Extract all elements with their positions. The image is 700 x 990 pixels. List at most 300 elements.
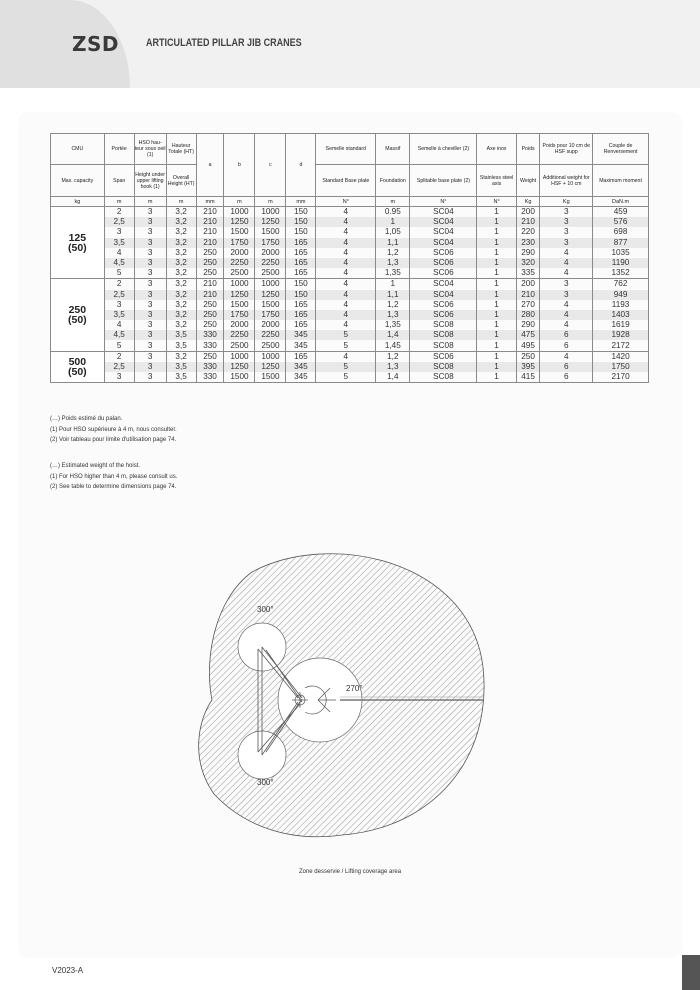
table-cell: 3,2 bbox=[166, 238, 196, 248]
table-cell: 1500 bbox=[224, 227, 255, 237]
table-cell: 4 bbox=[316, 279, 376, 290]
table-cell: SC04 bbox=[410, 207, 477, 218]
table-cell: 1750 bbox=[224, 238, 255, 248]
table-cell: 230 bbox=[516, 238, 540, 248]
table-cell: 3 bbox=[134, 290, 166, 300]
table-cell: 200 bbox=[516, 279, 540, 290]
angle-label-top: 300° bbox=[257, 605, 274, 614]
table-cell: SC08 bbox=[410, 320, 477, 330]
table-cell: 2500 bbox=[224, 340, 255, 351]
table-cell: 4 bbox=[316, 258, 376, 268]
table-row bbox=[51, 372, 649, 383]
table-cell: SC08 bbox=[410, 340, 477, 351]
table-cell: 345 bbox=[286, 362, 316, 372]
table-cell: 1250 bbox=[224, 290, 255, 300]
table-cell: 210 bbox=[516, 217, 540, 227]
table-cell: 1 bbox=[477, 362, 516, 372]
table-cell: 2172 bbox=[593, 340, 649, 351]
header-span-fr: Portée bbox=[104, 134, 134, 165]
header-couple-fr: Couple de Renversement bbox=[593, 134, 649, 165]
table-cell: 270 bbox=[516, 300, 540, 310]
unit-cell: kg bbox=[51, 197, 105, 207]
table-cell: 3 bbox=[134, 330, 166, 340]
table-cell: 1352 bbox=[593, 268, 649, 279]
table-row bbox=[51, 238, 649, 248]
table-body bbox=[51, 207, 649, 383]
table-cell: 200 bbox=[516, 207, 540, 218]
unit-cell: N° bbox=[316, 197, 376, 207]
unit-cell: Kg bbox=[516, 197, 540, 207]
table-cell: 3 bbox=[104, 300, 134, 310]
table-cell: 3 bbox=[540, 290, 593, 300]
header-d: d bbox=[286, 134, 316, 197]
table-row bbox=[51, 217, 649, 227]
table-cell: 4 bbox=[316, 351, 376, 362]
table-cell: 165 bbox=[286, 248, 316, 258]
table-cell: 495 bbox=[516, 340, 540, 351]
header-cmu-fr: CMU bbox=[51, 134, 105, 165]
header-c: c bbox=[255, 134, 286, 197]
header-hso-fr: HSO hau-teur sous oeil (1) bbox=[134, 134, 166, 165]
table-cell: 2 bbox=[104, 279, 134, 290]
unit-cell: m bbox=[376, 197, 410, 207]
table-cell: 5 bbox=[316, 372, 376, 383]
table-row bbox=[51, 227, 649, 237]
table-cell: 165 bbox=[286, 351, 316, 362]
table-cell: 3,2 bbox=[166, 310, 196, 320]
table-cell: 4 bbox=[104, 320, 134, 330]
table-cell: 1000 bbox=[255, 207, 286, 218]
table-cell: 210 bbox=[196, 279, 224, 290]
unit-cell: N° bbox=[410, 197, 477, 207]
note-line: (…) Poids estimé du palan. bbox=[50, 416, 123, 422]
table-cell: 3,5 bbox=[166, 362, 196, 372]
table-cell: 2250 bbox=[224, 330, 255, 340]
table-cell: 290 bbox=[516, 320, 540, 330]
table-cell: 6 bbox=[540, 340, 593, 351]
table-cell: 165 bbox=[286, 320, 316, 330]
table-cell: 330 bbox=[196, 340, 224, 351]
table-cell: 150 bbox=[286, 279, 316, 290]
table-cell: 6 bbox=[540, 330, 593, 340]
brand-logo: ZSD bbox=[72, 32, 120, 56]
table-cell: 1 bbox=[477, 279, 516, 290]
table-cell: 1500 bbox=[255, 372, 286, 383]
table-cell: 1 bbox=[477, 227, 516, 237]
table-cell: 4 bbox=[540, 268, 593, 279]
table-cell: 1000 bbox=[224, 351, 255, 362]
table-cell: 3 bbox=[104, 227, 134, 237]
table-cell: 1403 bbox=[593, 310, 649, 320]
notes-english bbox=[50, 461, 177, 493]
table-cell: 220 bbox=[516, 227, 540, 237]
table-cell: 165 bbox=[286, 238, 316, 248]
table-row bbox=[51, 268, 649, 279]
table-cell: 2500 bbox=[255, 268, 286, 279]
table-cell: 1500 bbox=[224, 372, 255, 383]
table-cell: 877 bbox=[593, 238, 649, 248]
table-cell: SC08 bbox=[410, 372, 477, 383]
table-cell: 0.95 bbox=[376, 207, 410, 218]
table-row bbox=[51, 258, 649, 268]
table-cell: 165 bbox=[286, 310, 316, 320]
table-cell: 1250 bbox=[224, 362, 255, 372]
table-cell: 4 bbox=[316, 290, 376, 300]
table-row bbox=[51, 340, 649, 351]
table-cell: 1500 bbox=[255, 300, 286, 310]
specification-table bbox=[50, 133, 649, 383]
table-cell: 1 bbox=[477, 290, 516, 300]
table-row bbox=[51, 207, 649, 218]
table-row bbox=[51, 279, 649, 290]
table-cell: 459 bbox=[593, 207, 649, 218]
table-cell: 3,2 bbox=[166, 279, 196, 290]
table-row bbox=[51, 362, 649, 372]
table-cell: 3 bbox=[134, 362, 166, 372]
table-cell: 3,2 bbox=[166, 290, 196, 300]
unit-cell: m bbox=[224, 197, 255, 207]
table-cell: 1928 bbox=[593, 330, 649, 340]
page-title: ARTICULATED PILLAR JIB CRANES bbox=[146, 37, 302, 49]
table-cell: 4 bbox=[316, 268, 376, 279]
table-cell: 250 bbox=[196, 268, 224, 279]
unit-cell: m bbox=[166, 197, 196, 207]
table-cell: SC06 bbox=[410, 310, 477, 320]
table-cell: 2250 bbox=[255, 330, 286, 340]
table-cell: 6 bbox=[540, 372, 593, 383]
table-cell: 762 bbox=[593, 279, 649, 290]
table-cell: SC06 bbox=[410, 248, 477, 258]
table-cell: 1250 bbox=[224, 217, 255, 227]
header-span-en: Span bbox=[104, 165, 134, 197]
table-cell: 4 bbox=[540, 351, 593, 362]
header-hso-en: Height under upper lifting hook (1) bbox=[134, 165, 166, 197]
table-cell: 3 bbox=[134, 300, 166, 310]
table-cell: 3,5 bbox=[166, 372, 196, 383]
table-cell: SC04 bbox=[410, 279, 477, 290]
table-cell: 2000 bbox=[255, 320, 286, 330]
table-cell: 345 bbox=[286, 340, 316, 351]
unit-cell: DaN.m bbox=[593, 197, 649, 207]
table-cell: 4 bbox=[316, 207, 376, 218]
table-cell: 3 bbox=[134, 248, 166, 258]
header-poids10-fr: Poids pour 10 cm de HSF supp bbox=[540, 134, 593, 165]
table-cell: 3 bbox=[134, 238, 166, 248]
table-cell: 1,3 bbox=[376, 258, 410, 268]
table-cell: 1500 bbox=[224, 300, 255, 310]
table-cell: 150 bbox=[286, 227, 316, 237]
table-cell: 1750 bbox=[255, 238, 286, 248]
table-cell: 150 bbox=[286, 290, 316, 300]
table-cell: 1500 bbox=[255, 227, 286, 237]
header-cmu-en: Max. capacity bbox=[51, 165, 105, 197]
table-cell: 1250 bbox=[255, 362, 286, 372]
table-cell: 1000 bbox=[224, 279, 255, 290]
table-cell: SC06 bbox=[410, 268, 477, 279]
table-cell: 1000 bbox=[255, 351, 286, 362]
table-cell: 5 bbox=[316, 362, 376, 372]
table-cell: 4 bbox=[104, 248, 134, 258]
table-cell: 1,2 bbox=[376, 300, 410, 310]
table-row bbox=[51, 300, 649, 310]
table-cell: 1,35 bbox=[376, 268, 410, 279]
table-cell: 3 bbox=[134, 340, 166, 351]
table-cell: 4 bbox=[540, 310, 593, 320]
table-cell: SC04 bbox=[410, 227, 477, 237]
table-cell: 250 bbox=[196, 258, 224, 268]
capacity-group-label: 250 (50) bbox=[51, 279, 105, 351]
table-cell: 150 bbox=[286, 217, 316, 227]
table-cell: 4 bbox=[316, 238, 376, 248]
table-cell: 1 bbox=[477, 258, 516, 268]
table-cell: 1 bbox=[477, 340, 516, 351]
table-cell: 3 bbox=[134, 310, 166, 320]
table-cell: 250 bbox=[196, 300, 224, 310]
table-cell: 345 bbox=[286, 330, 316, 340]
table-cell: 3 bbox=[540, 227, 593, 237]
table-cell: 250 bbox=[196, 310, 224, 320]
table-cell: 4 bbox=[316, 248, 376, 258]
table-cell: 1 bbox=[477, 351, 516, 362]
table-cell: 5 bbox=[316, 340, 376, 351]
table-cell: 576 bbox=[593, 217, 649, 227]
header-couple-en: Maximum moment bbox=[593, 165, 649, 197]
table-cell: 3,2 bbox=[166, 351, 196, 362]
table-cell: 3,2 bbox=[166, 227, 196, 237]
table-cell: 3 bbox=[540, 207, 593, 218]
table-cell: 1,1 bbox=[376, 238, 410, 248]
table-cell: 949 bbox=[593, 290, 649, 300]
table-cell: 1 bbox=[477, 217, 516, 227]
table-cell: 3 bbox=[540, 217, 593, 227]
table-cell: 2500 bbox=[224, 268, 255, 279]
table-cell: 3,5 bbox=[104, 238, 134, 248]
table-cell: 3,2 bbox=[166, 258, 196, 268]
table-cell: 6 bbox=[540, 362, 593, 372]
header-massif-fr: Massif bbox=[376, 134, 410, 165]
table-cell: 4 bbox=[540, 320, 593, 330]
unit-cell: m bbox=[255, 197, 286, 207]
table-cell: SC06 bbox=[410, 351, 477, 362]
table-cell: 1035 bbox=[593, 248, 649, 258]
unit-cell: mm bbox=[196, 197, 224, 207]
table-cell: 1,3 bbox=[376, 310, 410, 320]
table-cell: 250 bbox=[196, 320, 224, 330]
table-cell: 2,5 bbox=[104, 217, 134, 227]
header-poids-en: Weight bbox=[516, 165, 540, 197]
unit-cell: N° bbox=[477, 197, 516, 207]
table-cell: 3,5 bbox=[166, 330, 196, 340]
table-cell: 1750 bbox=[593, 362, 649, 372]
table-cell: 5 bbox=[104, 268, 134, 279]
table-cell: 2 bbox=[104, 207, 134, 218]
table-row bbox=[51, 351, 649, 362]
table-cell: 2250 bbox=[255, 258, 286, 268]
table-cell: 250 bbox=[516, 351, 540, 362]
header-ht-fr: Hauteur Totale (HT) bbox=[166, 134, 196, 165]
table-cell: 290 bbox=[516, 248, 540, 258]
table-cell: 3,5 bbox=[166, 340, 196, 351]
table-cell: 3,5 bbox=[104, 310, 134, 320]
table-cell: 1619 bbox=[593, 320, 649, 330]
table-cell: 330 bbox=[196, 362, 224, 372]
angle-label-bottom: 300° bbox=[257, 778, 274, 787]
table-cell: SC04 bbox=[410, 238, 477, 248]
table-cell: 3 bbox=[540, 279, 593, 290]
table-cell: 415 bbox=[516, 372, 540, 383]
table-cell: 3 bbox=[134, 372, 166, 383]
table-cell: 150 bbox=[286, 207, 316, 218]
table-cell: 1 bbox=[376, 279, 410, 290]
table-cell: 1,1 bbox=[376, 290, 410, 300]
note-line: (1) Pour HSO supérieure à 4 m, nous consulter. bbox=[50, 426, 177, 433]
table-cell: 4 bbox=[316, 310, 376, 320]
note-line: (1) For HSO higher than 4 m, please consult us. bbox=[50, 473, 178, 480]
table-cell: 4 bbox=[316, 320, 376, 330]
header-a: a bbox=[196, 134, 224, 197]
table-cell: SC08 bbox=[410, 362, 477, 372]
table-cell: 3 bbox=[104, 372, 134, 383]
header-semelle-cheviller-fr: Semelle à cheviller (2) bbox=[410, 134, 477, 165]
table-cell: 1193 bbox=[593, 300, 649, 310]
table-cell: 1000 bbox=[224, 207, 255, 218]
header-axe-en: Stainless steel axis bbox=[477, 165, 516, 197]
table-cell: 3 bbox=[134, 217, 166, 227]
table-cell: 3 bbox=[134, 351, 166, 362]
table-cell: 3,2 bbox=[166, 217, 196, 227]
table-cell: 4 bbox=[316, 227, 376, 237]
table-cell: 1,2 bbox=[376, 248, 410, 258]
table-cell: 165 bbox=[286, 268, 316, 279]
table-cell: 3 bbox=[134, 258, 166, 268]
table-cell: 2000 bbox=[224, 320, 255, 330]
table-cell: 1 bbox=[477, 320, 516, 330]
header-axe-fr: Axe inox bbox=[477, 134, 516, 165]
unit-cell: m bbox=[104, 197, 134, 207]
table-cell: 3 bbox=[134, 227, 166, 237]
header-semelle-en: Standard Base plate bbox=[316, 165, 376, 197]
header-massif-en: Foundation bbox=[376, 165, 410, 197]
table-cell: 1000 bbox=[255, 279, 286, 290]
table-cell: 165 bbox=[286, 300, 316, 310]
table-cell: 1,4 bbox=[376, 330, 410, 340]
table-cell: 210 bbox=[196, 290, 224, 300]
table-cell: 1,4 bbox=[376, 372, 410, 383]
angle-label-right: 270° bbox=[346, 684, 363, 693]
table-cell: 4 bbox=[540, 248, 593, 258]
table-cell: 1 bbox=[477, 238, 516, 248]
table-cell: 3,2 bbox=[166, 248, 196, 258]
table-cell: SC06 bbox=[410, 300, 477, 310]
table-cell: 3 bbox=[134, 320, 166, 330]
table-cell: 1 bbox=[477, 268, 516, 279]
table-cell: 210 bbox=[196, 217, 224, 227]
table-cell: 1 bbox=[477, 330, 516, 340]
capacity-group-label: 500 (50) bbox=[51, 351, 105, 383]
table-cell: 3 bbox=[134, 207, 166, 218]
header-semelle-cheviller-en: Splitable base plate (2) bbox=[410, 165, 477, 197]
table-cell: 1,35 bbox=[376, 320, 410, 330]
table-cell: 3,2 bbox=[166, 300, 196, 310]
table-cell: 3,2 bbox=[166, 207, 196, 218]
table-row bbox=[51, 290, 649, 300]
table-cell: 4 bbox=[540, 300, 593, 310]
table-cell: 2170 bbox=[593, 372, 649, 383]
table-cell: 1 bbox=[376, 217, 410, 227]
table-cell: 4,5 bbox=[104, 258, 134, 268]
table-cell: 4 bbox=[540, 258, 593, 268]
table-cell: 3,2 bbox=[166, 320, 196, 330]
table-cell: 1 bbox=[477, 310, 516, 320]
coverage-diagram bbox=[160, 545, 500, 845]
table-cell: 1 bbox=[477, 207, 516, 218]
table-cell: 1,2 bbox=[376, 351, 410, 362]
table-cell: 1,05 bbox=[376, 227, 410, 237]
note-line: (…) Estimated weight of the hoist. bbox=[50, 463, 141, 469]
corner-tab bbox=[682, 955, 700, 990]
table-cell: 2,5 bbox=[104, 290, 134, 300]
table-cell: 1,3 bbox=[376, 362, 410, 372]
table-cell: 345 bbox=[286, 372, 316, 383]
unit-cell: Kg bbox=[540, 197, 593, 207]
table-cell: 250 bbox=[196, 351, 224, 362]
table-row bbox=[51, 320, 649, 330]
table-cell: 210 bbox=[196, 207, 224, 218]
table-cell: 2500 bbox=[255, 340, 286, 351]
table-cell: 1750 bbox=[255, 310, 286, 320]
table-cell: 210 bbox=[516, 290, 540, 300]
unit-cell: m bbox=[134, 197, 166, 207]
notes-french bbox=[50, 414, 177, 446]
header-b: b bbox=[224, 134, 255, 197]
table-cell: 250 bbox=[196, 248, 224, 258]
table-cell: 320 bbox=[516, 258, 540, 268]
table-cell: SC04 bbox=[410, 217, 477, 227]
table-cell: SC08 bbox=[410, 330, 477, 340]
header-poids-fr: Poids bbox=[516, 134, 540, 165]
table-cell: 3 bbox=[134, 268, 166, 279]
table-cell: 5 bbox=[104, 340, 134, 351]
table-cell: 165 bbox=[286, 258, 316, 268]
table-cell: 1420 bbox=[593, 351, 649, 362]
table-cell: 1 bbox=[477, 372, 516, 383]
table-cell: 280 bbox=[516, 310, 540, 320]
table-cell: 2 bbox=[104, 351, 134, 362]
table-cell: 698 bbox=[593, 227, 649, 237]
note-line: (2) Voir tableau pour limite d'utilisation page 74. bbox=[50, 437, 177, 443]
table-row bbox=[51, 310, 649, 320]
header-poids10-en: Additional weight for HSF + 10 cm bbox=[540, 165, 593, 197]
table-cell: 2000 bbox=[224, 248, 255, 258]
table-cell: 330 bbox=[196, 330, 224, 340]
table-cell: 3 bbox=[540, 238, 593, 248]
unit-cell: mm bbox=[286, 197, 316, 207]
header-ht-en: Overall Height (HT) bbox=[166, 165, 196, 197]
table-cell: SC04 bbox=[410, 290, 477, 300]
table-cell: 5 bbox=[316, 330, 376, 340]
table-cell: 475 bbox=[516, 330, 540, 340]
table-cell: 2000 bbox=[255, 248, 286, 258]
table-cell: 210 bbox=[196, 238, 224, 248]
table-row bbox=[51, 248, 649, 258]
table-cell: SC06 bbox=[410, 258, 477, 268]
table-cell: 1 bbox=[477, 248, 516, 258]
table-cell: 4 bbox=[316, 300, 376, 310]
table-cell: 1250 bbox=[255, 290, 286, 300]
table-cell: 395 bbox=[516, 362, 540, 372]
table-cell: 330 bbox=[196, 372, 224, 383]
table-cell: 2,5 bbox=[104, 362, 134, 372]
